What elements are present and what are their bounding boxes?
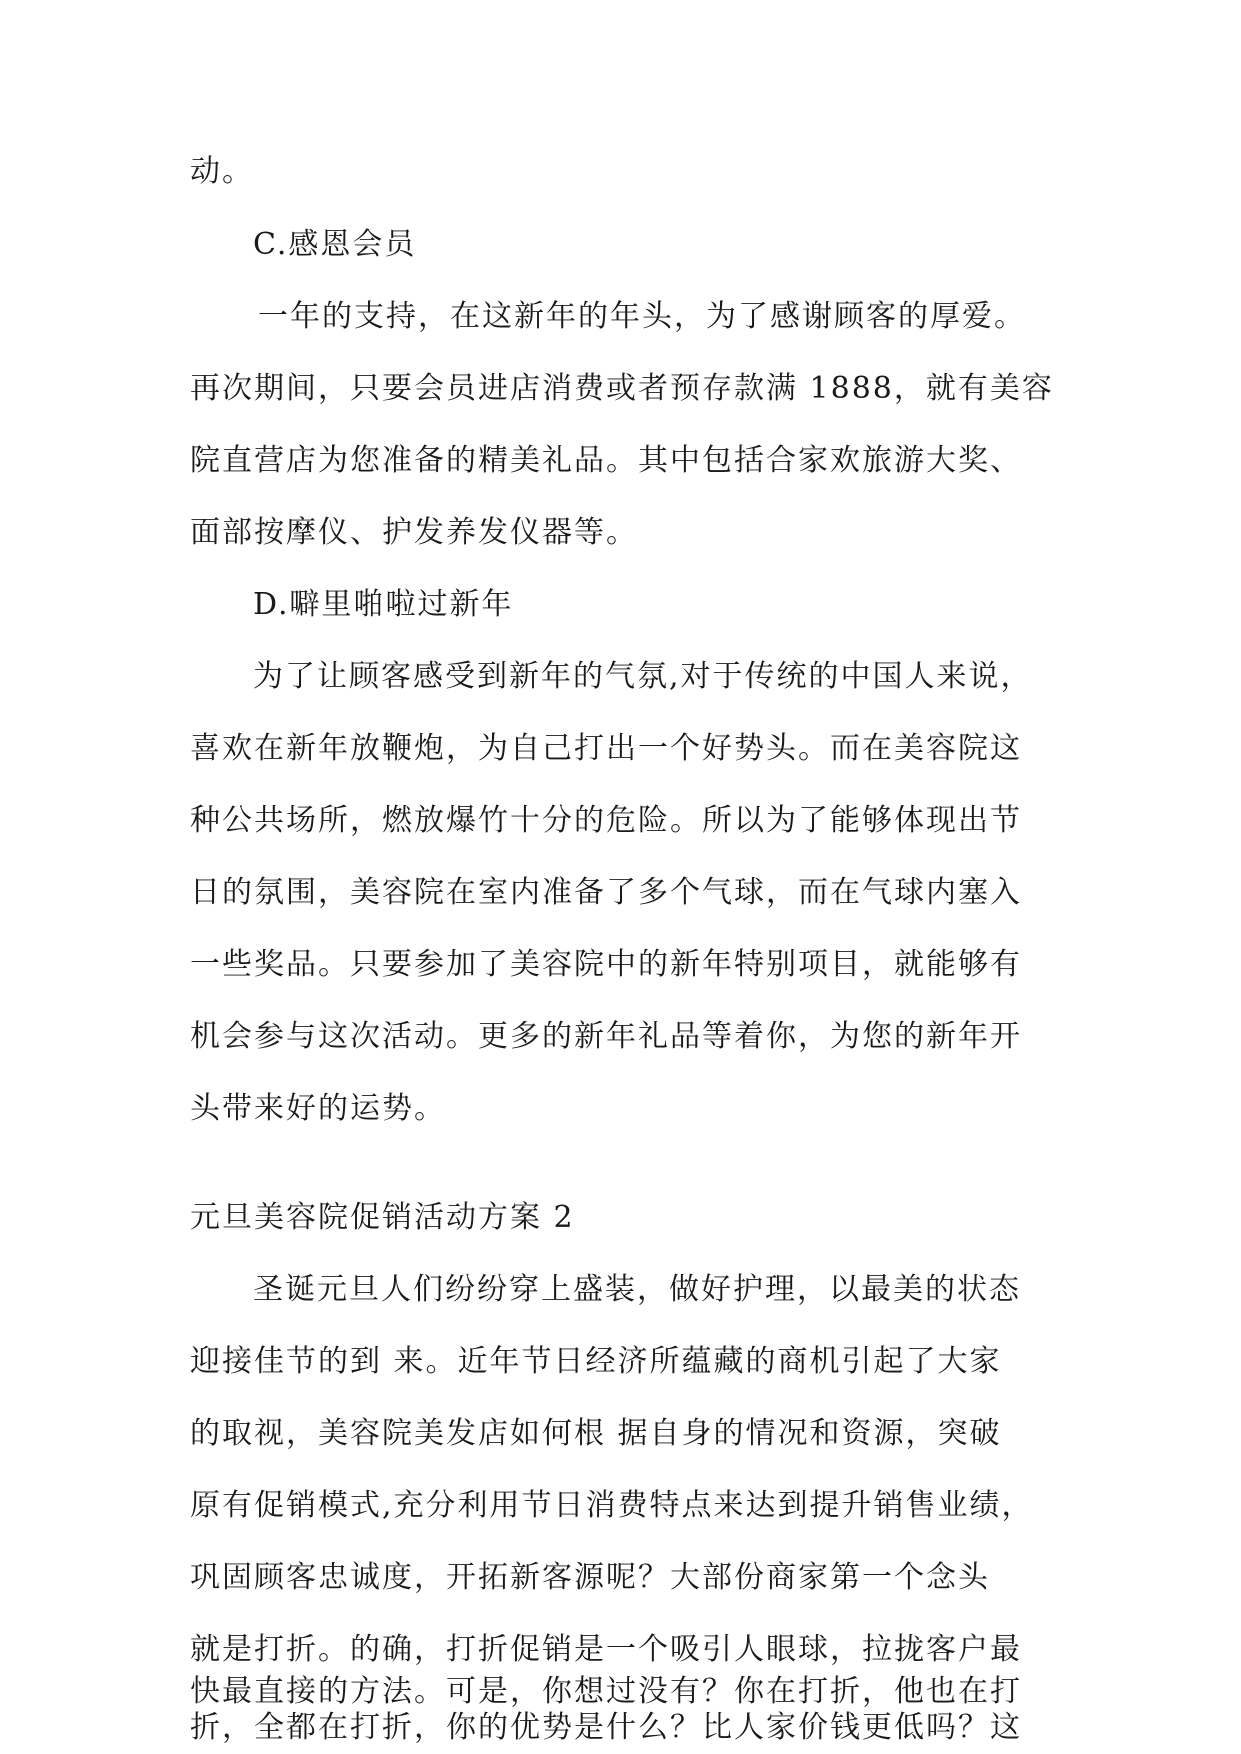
text-line-9: 喜欢在新年放鞭炮，为自己打出一个好势头。而在美容院这 [190, 731, 1022, 766]
text-line-12: 一些奖品。只要参加了美容院中的新年特别项目，就能够有 [190, 947, 1022, 982]
text-line-10: 种公共场所，燃放爆竹十分的危险。所以为了能够体现出节 [190, 803, 1022, 838]
section-heading-c: C.感恩会员 [253, 227, 417, 262]
text-line-6: 面部按摩仪、护发养发仪器等。 [190, 515, 638, 550]
text-line-23: 折，全都在打折，你的优势是什么？比人家价钱更低吗？这 [190, 1710, 1022, 1745]
text-line-19: 原有促销模式,充分利用节日消费特点来达到提升销售业绩， [190, 1488, 1034, 1523]
text-line-5: 院直营店为您准备的精美礼品。其中包括合家欢旅游大奖、 [190, 443, 1022, 478]
text-line-1: 动。 [190, 154, 254, 189]
text-line-8: 为了让顾客感受到新年的气氛,对于传统的中国人来说， [253, 659, 1033, 694]
text-line-21: 就是打折。的确，打折促销是一个吸引人眼球，拉拢客户最 [190, 1632, 1022, 1667]
text-line-13: 机会参与这次活动。更多的新年礼品等着你，为您的新年开 [190, 1019, 1022, 1054]
text-line-4: 再次期间，只要会员进店消费或者预存款满 1888，就有美容 [190, 371, 1054, 406]
text-line-20: 巩固顾客忠诚度，开拓新客源呢？大部份商家第一个念头 [190, 1560, 990, 1595]
text-line-16: 圣诞元旦人们纷纷穿上盛装，做好护理，以最美的状态 [253, 1272, 1021, 1307]
text-line-14: 头带来好的运势。 [190, 1091, 446, 1126]
text-line-3: 一年的支持，在这新年的年头，为了感谢顾客的厚爱。 [258, 299, 1026, 334]
text-line-11: 日的氛围，美容院在室内准备了多个气球，而在气球内塞入 [190, 875, 1022, 910]
section-heading-d: D.噼里啪啦过新年 [253, 587, 514, 622]
section-title-2: 元旦美容院促销活动方案 2 [190, 1200, 575, 1235]
text-line-18: 的取视，美容院美发店如何根 据自身的情况和资源，突破 [190, 1416, 1002, 1451]
text-line-22: 快最直接的方法。可是，你想过没有？你在打折，他也在打 [190, 1674, 1022, 1709]
text-line-17: 迎接佳节的到 来。近年节日经济所蕴藏的商机引起了大家 [190, 1344, 1002, 1379]
